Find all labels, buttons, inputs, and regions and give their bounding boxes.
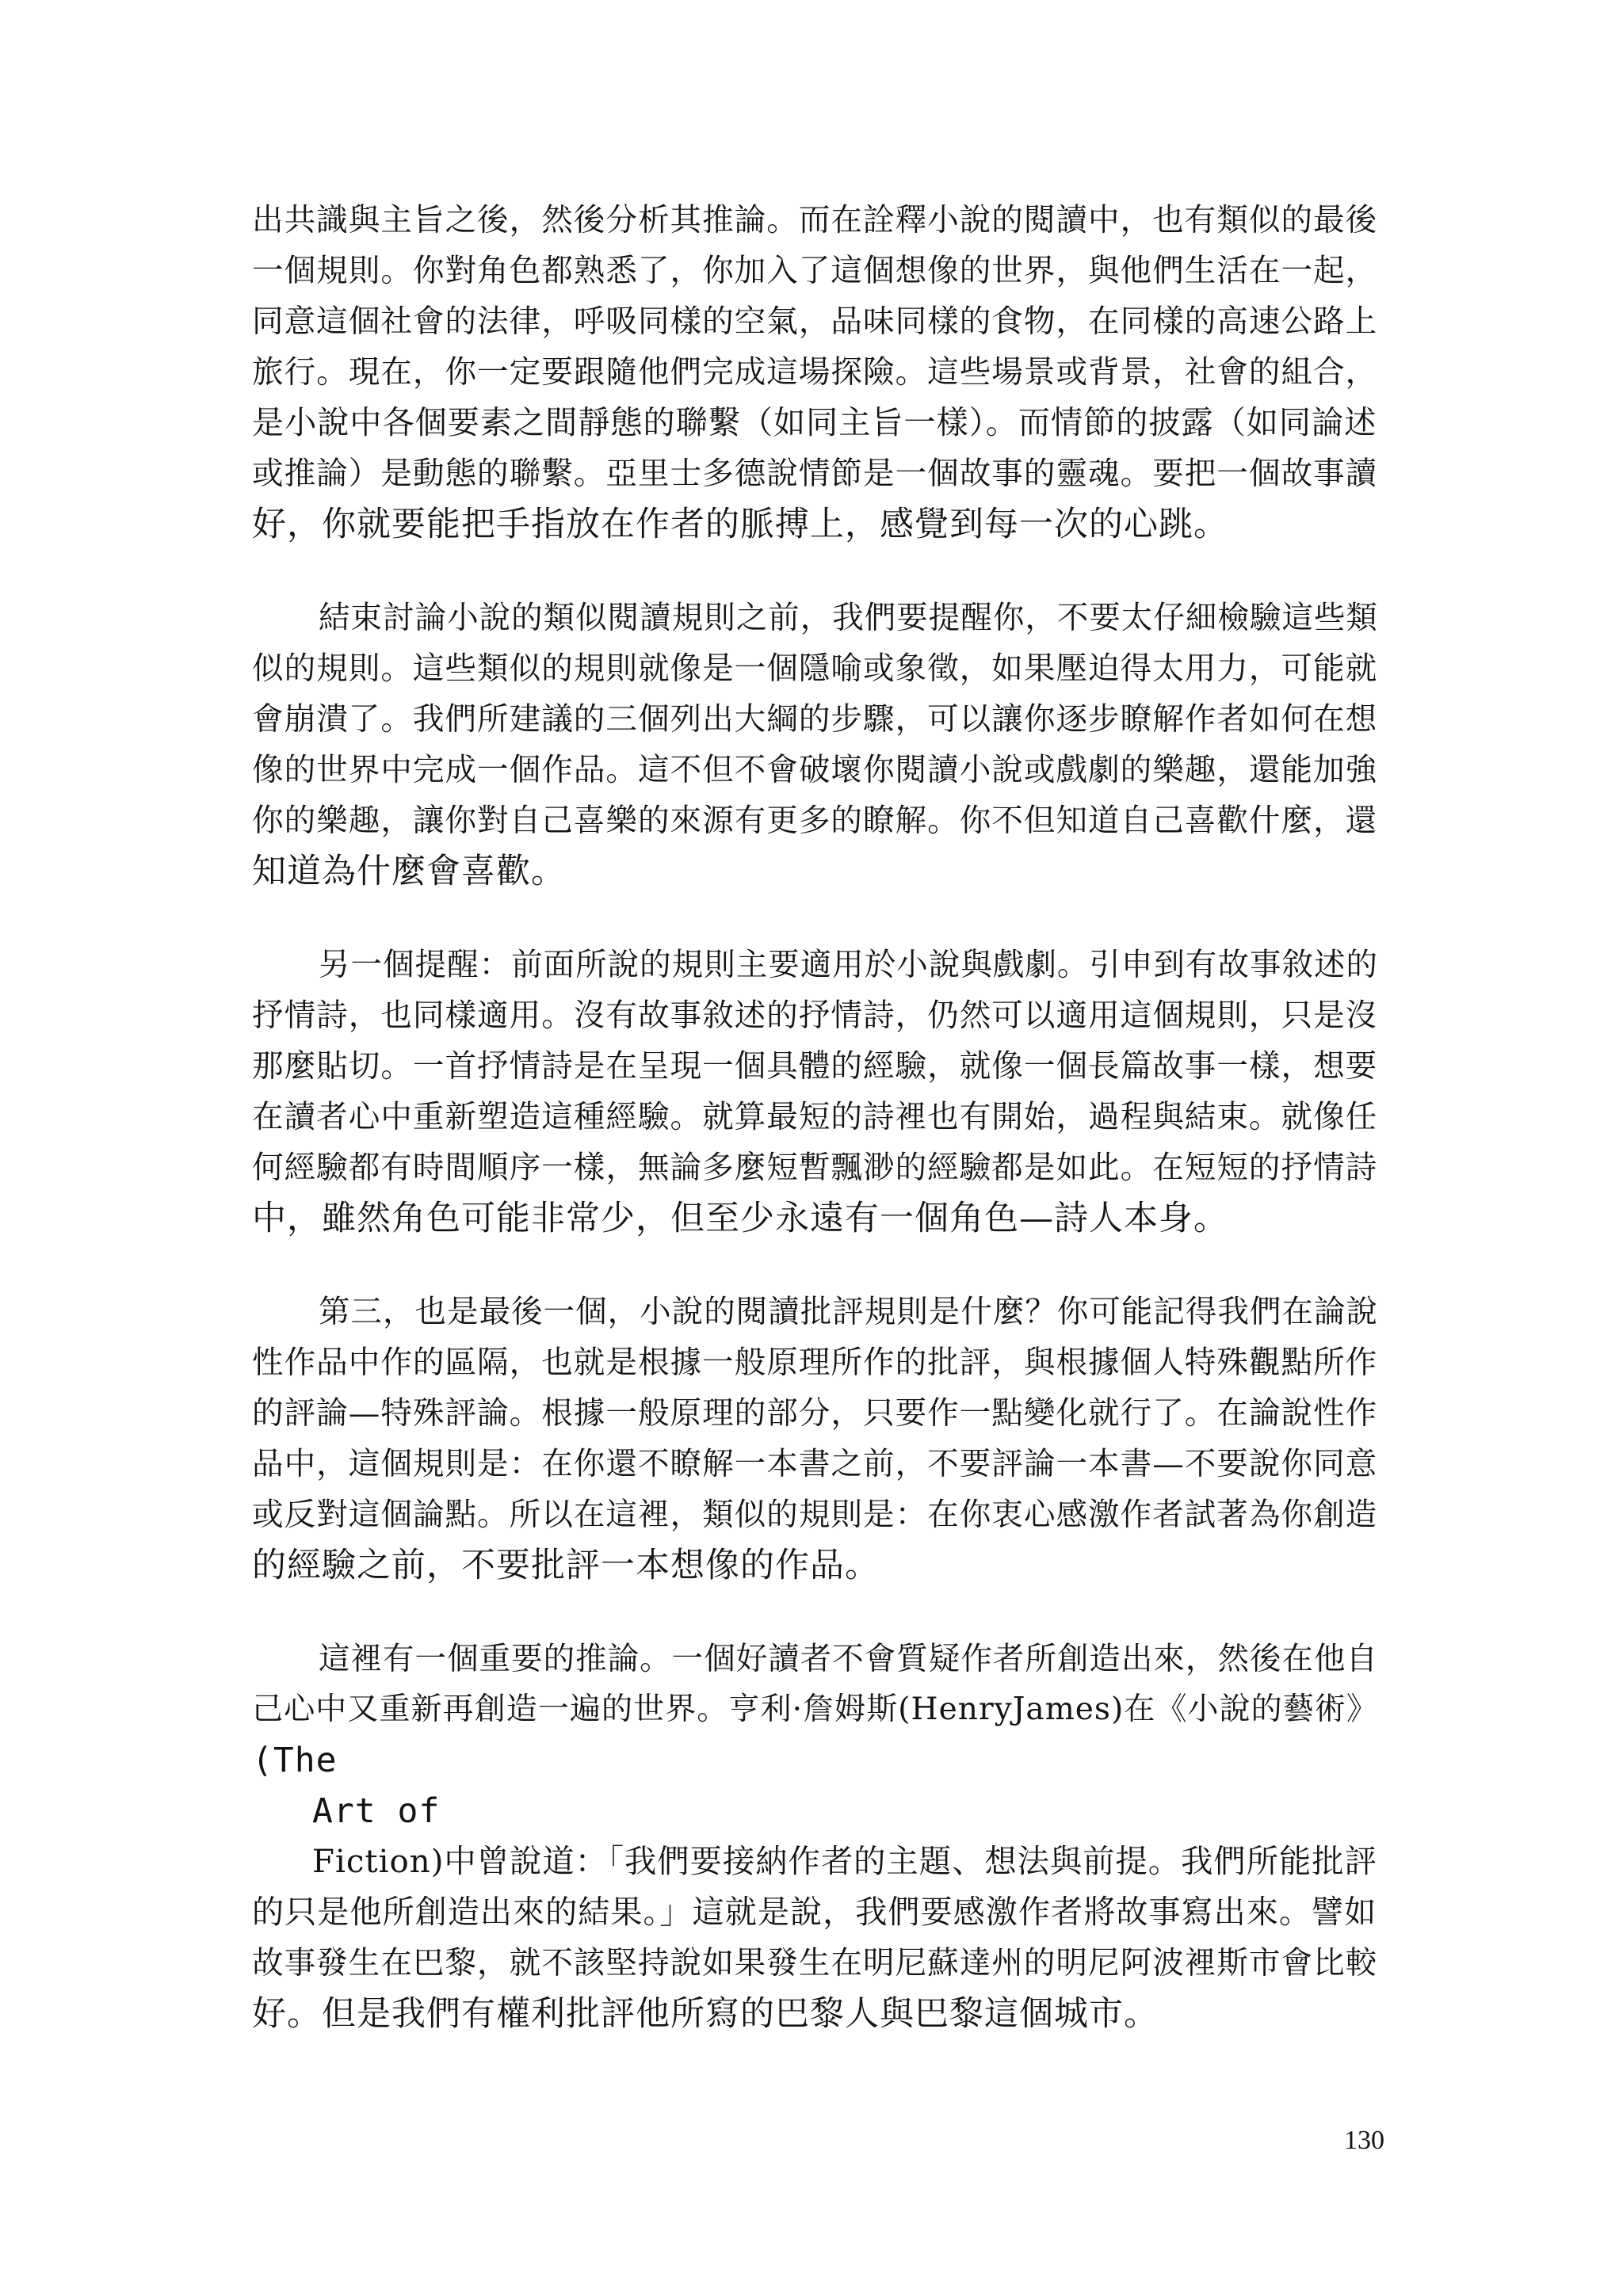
text-line: 的只是他所創造出來的結果。」這就是說，我們要感激作者將故事寫出來。譬如	[252, 1894, 1377, 1931]
text-line: 好，你就要能把手指放在作者的脈搏上，感覺到每一次的心跳。	[252, 505, 1228, 544]
text-line: 你的樂趣，讓你對自己喜樂的來源有更多的瞭解。你不但知道自己喜歡什麼，還	[252, 803, 1378, 839]
text-line: 何經驗都有時間順序一樣，無論多麼短暫飄渺的經驗都是如此。在短短的抒情詩	[252, 1150, 1378, 1186]
text-line: 同意這個社會的法律，呼吸同樣的空氣，品味同樣的食物，在同樣的高速公路上	[252, 303, 1378, 340]
text-line: 知道為什麼會喜歡。	[252, 852, 566, 891]
text-line: 似的規則。這些類似的規則就像是一個隱喻或象徵，如果壓迫得太用力，可能就	[252, 650, 1378, 687]
text-line: 會崩潰了。我們所建議的三個列出大綱的步驟，可以讓你逐步瞭解作者如何在想	[252, 701, 1378, 738]
text-line: 的經驗之前，不要批評一本想像的作品。	[252, 1546, 880, 1585]
text-line: 旅行。現在，你一定要跟隨他們完成這場探險。這些場景或背景，社會的組合，	[252, 354, 1378, 391]
text-line: 抒情詩，也同樣適用。沒有故事敘述的抒情詩，仍然可以適用這個規則，只是沒	[252, 997, 1378, 1034]
text-line: 結束討論小說的類似閱讀規則之前，我們要提醒你，不要太仔細檢驗這些類	[319, 600, 1379, 636]
text-line: 是小說中各個要素之間靜態的聯繫（如同主旨一樣）。而情節的披露（如同論述	[252, 405, 1377, 441]
text-line: (The	[252, 1741, 338, 1780]
text-line: 故事發生在巴黎，就不該堅持說如果發生在明尼蘇達州的明尼阿波裡斯市會比較	[252, 1945, 1378, 1981]
text-line: 一個規則。你對角色都熟悉了，你加入了這個想像的世界，與他們生活在一起，	[252, 253, 1378, 289]
text-line: 的評論—特殊評論。根據一般原理的部分，只要作一點變化就行了。在論說性作	[252, 1395, 1378, 1432]
page-number: 130	[1344, 2126, 1384, 2155]
text-line: 或推論）是動態的聯繫。亞里士多德說情節是一個故事的靈魂。要把一個故事讀	[252, 456, 1378, 492]
text-line: 或反對這個論點。所以在這裡，類似的規則是：在你衷心感激作者試著為你創造	[252, 1497, 1378, 1533]
text-line: 另一個提醒：前面所說的規則主要適用於小說與戲劇。引申到有故事敘述的	[319, 947, 1379, 983]
text-line: 性作品中作的區隔，也就是根據一般原理所作的批評，與根據個人特殊觀點所作	[252, 1344, 1378, 1381]
text-line: Art of	[312, 1791, 441, 1831]
text-line: 像的世界中完成一個作品。這不但不會破壞你閱讀小說或戲劇的樂趣，還能加強	[252, 752, 1378, 788]
text-line: 品中，這個規則是：在你還不瞭解一本書之前，不要評論一本書—不要說你同意	[252, 1446, 1378, 1482]
text-line: 好。但是我們有權利批評他所寫的巴黎人與巴黎這個城市。	[252, 1994, 1159, 2034]
text-line: 中，雖然角色可能非常少，但至少永遠有一個角色—詩人本身。	[252, 1199, 1228, 1238]
text-line: 第三，也是最後一個，小說的閱讀批評規則是什麼？你可能記得我們在論說	[319, 1294, 1379, 1330]
text-line: 出共識與主旨之後，然後分析其推論。而在詮釋小說的閱讀中，也有類似的最後	[252, 202, 1378, 238]
text-line: 在讀者心中重新塑造這種經驗。就算最短的詩裡也有開始，過程與結束。就像任	[252, 1099, 1378, 1135]
text-line: 那麼貼切。一首抒情詩是在呈現一個具體的經驗，就像一個長篇故事一樣，想要	[252, 1048, 1378, 1085]
text-line: Fiction)中曾說道：「我們要接納作者的主題、想法與前提。我們所能批評	[312, 1843, 1377, 1880]
text-line: 己心中又重新再創造一遍的世界。亨利·詹姆斯(HenryJames)在《小說的藝術》	[252, 1691, 1378, 1727]
text-line: 這裡有一個重要的推論。一個好讀者不會質疑作者所創造出來，然後在他自	[319, 1641, 1379, 1677]
